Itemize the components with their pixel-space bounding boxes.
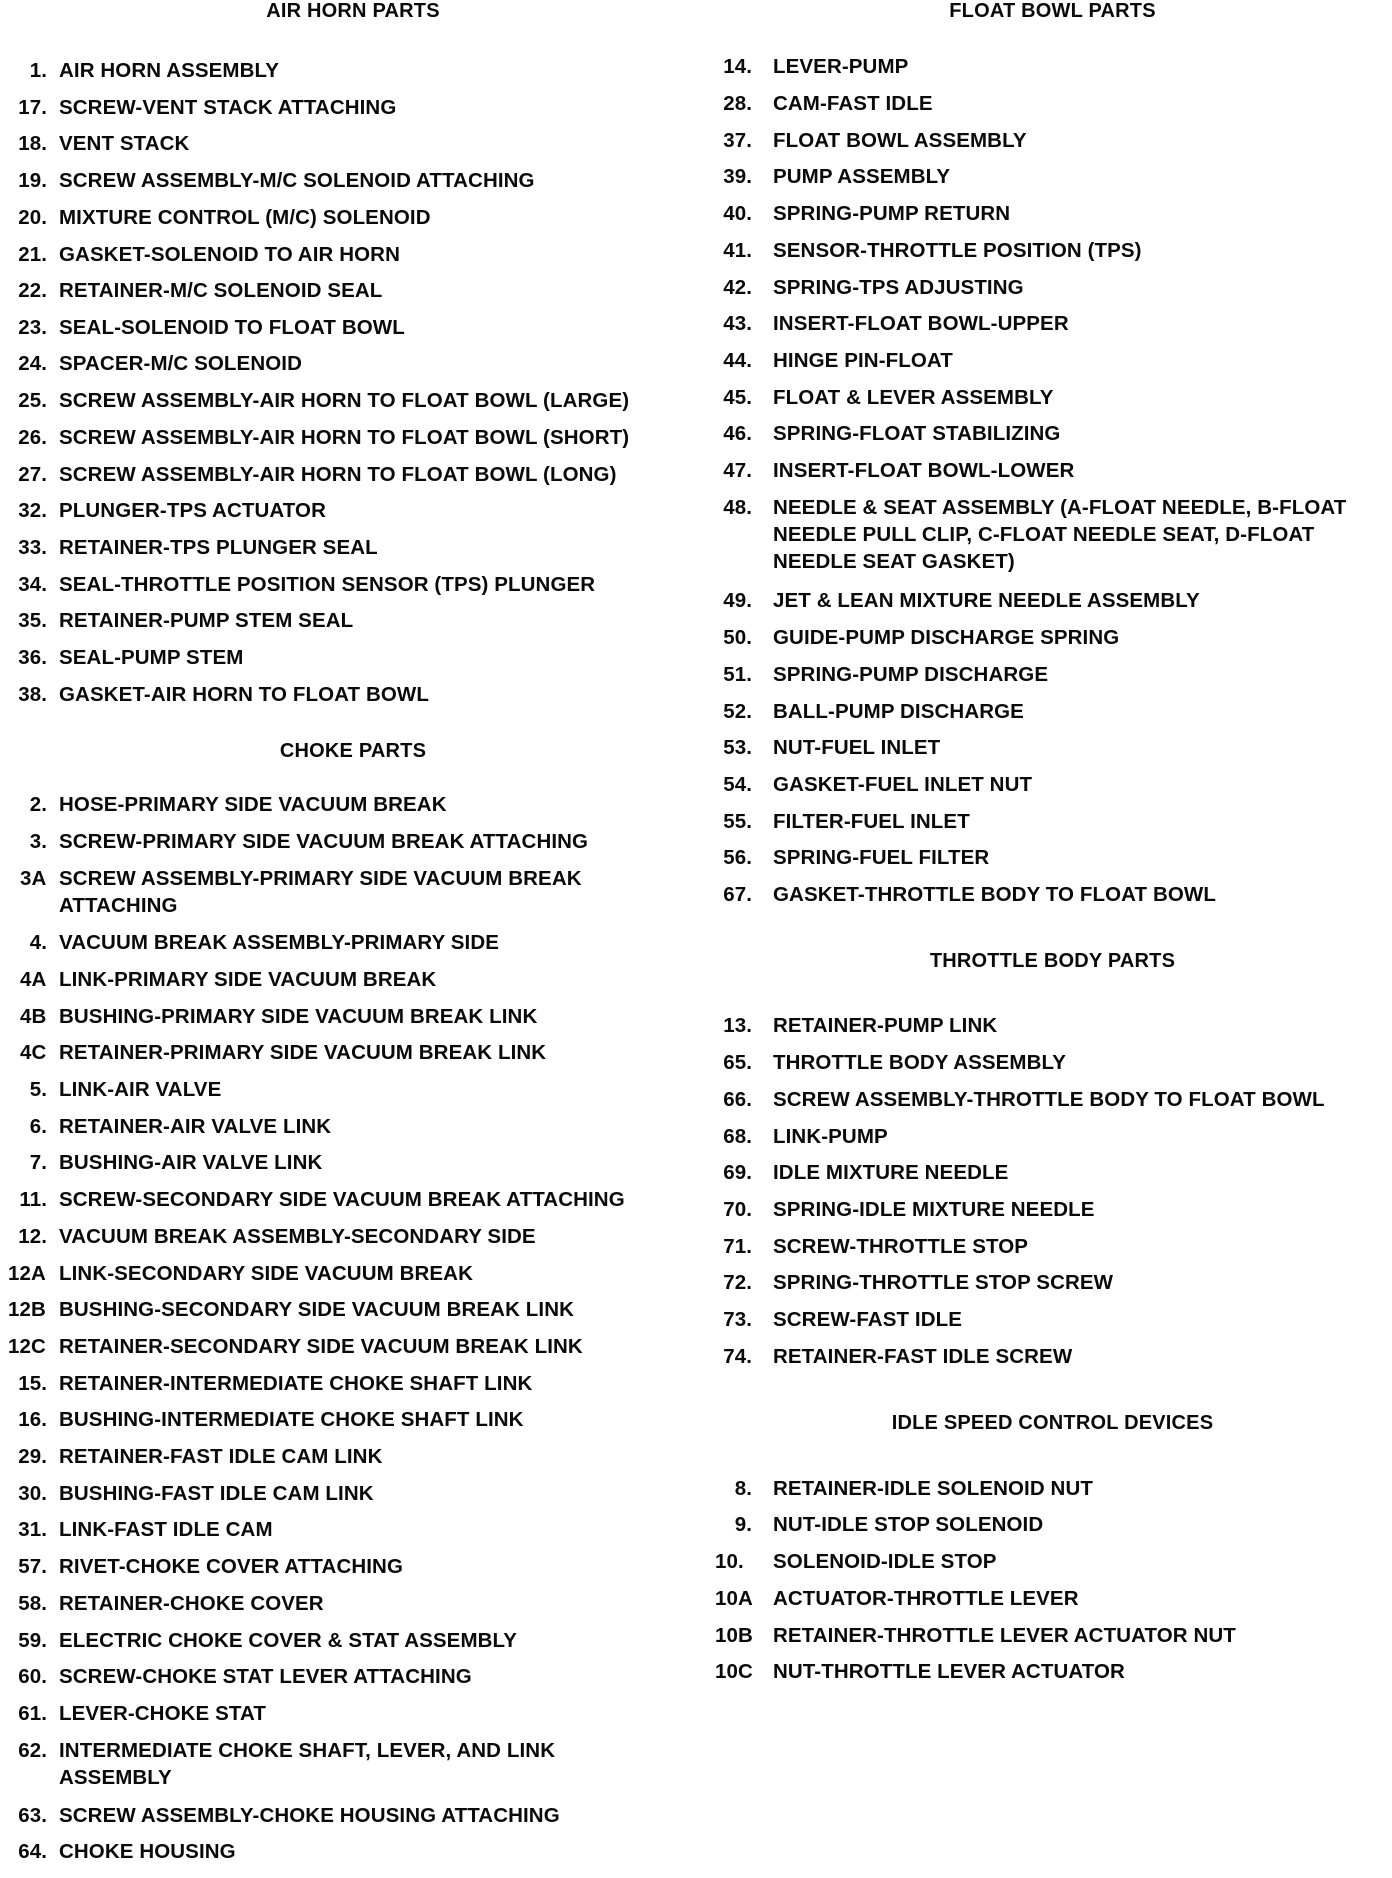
list-item (8, 167, 698, 194)
item-number: 8. (734, 1477, 752, 1500)
item-number: 12C (8, 1335, 46, 1358)
item-number: 48. (723, 496, 752, 519)
item-text: IDLE MIXTURE NEEDLE (773, 1161, 1009, 1184)
item-number: 26. (18, 426, 47, 449)
item-text-continued: NEEDLE SEAT GASKET) (773, 550, 1015, 573)
item-number: 12. (18, 1225, 47, 1248)
item-text: SCREW ASSEMBLY-AIR HORN TO FLOAT BOWL (LONG) (59, 463, 617, 486)
item-text: RIVET-CHOKE COVER ATTACHING (59, 1555, 403, 1578)
item-text: RETAINER-THROTTLE LEVER ACTUATOR NUT (773, 1624, 1236, 1647)
list-item (715, 1196, 1390, 1223)
item-number: 57. (18, 1555, 47, 1578)
item-number: 51. (723, 663, 752, 686)
list-item (8, 1443, 698, 1470)
item-text: INTERMEDIATE CHOKE SHAFT, LEVER, AND LINK (59, 1739, 556, 1762)
list-item (8, 607, 698, 634)
list-item (8, 1186, 698, 1213)
list-item (8, 314, 698, 341)
list-item (8, 865, 698, 919)
item-text: SCREW-PRIMARY SIDE VACUUM BREAK ATTACHING (59, 830, 589, 853)
list-item (8, 424, 698, 451)
list-item (8, 1802, 698, 1829)
item-number: 53. (723, 736, 752, 759)
list-item (8, 966, 698, 993)
item-number: 30. (18, 1482, 47, 1505)
item-text: HOSE-PRIMARY SIDE VACUUM BREAK (59, 793, 447, 816)
item-number: 12A (8, 1262, 46, 1285)
item-text: FLOAT BOWL ASSEMBLY (773, 129, 1027, 152)
item-text: PLUNGER-TPS ACTUATOR (59, 499, 326, 522)
item-text: SOLENOID-IDLE STOP (773, 1550, 997, 1573)
item-text: BUSHING-INTERMEDIATE CHOKE SHAFT LINK (59, 1408, 524, 1431)
item-number: 60. (18, 1665, 47, 1688)
list-item (8, 1076, 698, 1103)
item-text: JET & LEAN MIXTURE NEEDLE ASSEMBLY (773, 589, 1200, 612)
item-number: 18. (18, 132, 47, 155)
item-text: SPRING-THROTTLE STOP SCREW (773, 1271, 1114, 1294)
list-item (715, 1511, 1390, 1538)
list-item (8, 94, 698, 121)
list-item (8, 1003, 698, 1030)
list-item (8, 1260, 698, 1287)
item-number: 10. (715, 1550, 744, 1573)
list-item (8, 1113, 698, 1140)
item-number: 28. (723, 92, 752, 115)
list-item (715, 1086, 1390, 1113)
list-item (8, 1516, 698, 1543)
item-number: 50. (723, 626, 752, 649)
item-text: SCREW ASSEMBLY-PRIMARY SIDE VACUUM BREAK (59, 867, 582, 890)
item-text: INSERT-FLOAT BOWL-UPPER (773, 312, 1069, 335)
item-number: 4C (20, 1041, 47, 1064)
air-horn-parts-heading: AIR HORN PARTS (266, 0, 440, 22)
item-number: 1. (29, 59, 47, 82)
item-number: 45. (723, 386, 752, 409)
item-number: 17. (18, 96, 47, 119)
idle-speed-control-heading: IDLE SPEED CONTROL DEVICES (891, 1412, 1214, 1434)
item-text-continued: ASSEMBLY (59, 1766, 172, 1789)
item-text: SPRING-FLOAT STABILIZING (773, 422, 1061, 445)
list-item (8, 1627, 698, 1654)
list-item (8, 1590, 698, 1617)
item-number: 38. (18, 683, 47, 706)
item-text: SCREW-VENT STACK ATTACHING (59, 96, 397, 119)
list-item (8, 1296, 698, 1323)
item-text: HINGE PIN-FLOAT (773, 349, 953, 372)
item-number: 7. (29, 1151, 47, 1174)
list-item (8, 57, 698, 84)
item-number: 70. (723, 1198, 752, 1221)
choke-parts-heading: CHOKE PARTS (279, 740, 427, 762)
list-item (715, 661, 1390, 688)
item-number: 12B (8, 1298, 46, 1321)
item-text: LINK-AIR VALVE (59, 1078, 222, 1101)
list-item (8, 387, 698, 414)
list-item (8, 828, 698, 855)
item-number: 19. (18, 169, 47, 192)
item-text: LINK-SECONDARY SIDE VACUUM BREAK (59, 1262, 473, 1285)
item-text: SEAL-THROTTLE POSITION SENSOR (TPS) PLUNGER (59, 573, 596, 596)
item-text-continued: NEEDLE PULL CLIP, C-FLOAT NEEDLE SEAT, D-FLOAT (773, 523, 1315, 546)
item-text: RETAINER-AIR VALVE LINK (59, 1115, 332, 1138)
item-number: 74. (723, 1345, 752, 1368)
item-text: SCREW ASSEMBLY-AIR HORN TO FLOAT BOWL (SHORT) (59, 426, 630, 449)
item-text: GUIDE-PUMP DISCHARGE SPRING (773, 626, 1120, 649)
item-text: RETAINER-IDLE SOLENOID NUT (773, 1477, 1093, 1500)
item-text: BUSHING-SECONDARY SIDE VACUUM BREAK LINK (59, 1298, 575, 1321)
item-number: 49. (723, 589, 752, 612)
list-item (715, 698, 1390, 725)
list-item (715, 1585, 1390, 1612)
item-number: 3A (20, 867, 47, 890)
item-text: RETAINER-PUMP STEM SEAL (59, 609, 354, 632)
list-item (715, 237, 1390, 264)
list-item (715, 624, 1390, 651)
item-number: 24. (18, 352, 47, 375)
item-number: 33. (18, 536, 47, 559)
item-number: 59. (18, 1629, 47, 1652)
item-text: SPRING-PUMP RETURN (773, 202, 1011, 225)
list-item (8, 929, 698, 956)
item-number: 68. (723, 1125, 752, 1148)
item-text: GASKET-AIR HORN TO FLOAT BOWL (59, 683, 429, 706)
item-text: NUT-IDLE STOP SOLENOID (773, 1513, 1044, 1536)
item-number: 46. (723, 422, 752, 445)
item-text: LEVER-PUMP (773, 55, 909, 78)
list-item (8, 1333, 698, 1360)
item-number: 4B (20, 1005, 47, 1028)
item-text: SPRING-TPS ADJUSTING (773, 276, 1024, 299)
list-item (715, 1123, 1390, 1150)
item-number: 34. (18, 573, 47, 596)
item-text: SPRING-PUMP DISCHARGE (773, 663, 1049, 686)
item-number: 4A (20, 968, 47, 991)
list-item (715, 384, 1390, 411)
item-text: SCREW-SECONDARY SIDE VACUUM BREAK ATTACHING (59, 1188, 625, 1211)
item-number: 10A (715, 1587, 753, 1610)
list-item (715, 771, 1390, 798)
item-number: 35. (18, 609, 47, 632)
item-number: 9. (734, 1513, 752, 1536)
item-text: RETAINER-TPS PLUNGER SEAL (59, 536, 378, 559)
list-item (715, 1306, 1390, 1333)
list-item (8, 497, 698, 524)
item-number: 36. (18, 646, 47, 669)
item-number: 13. (723, 1014, 752, 1037)
item-number: 47. (723, 459, 752, 482)
item-text: BUSHING-FAST IDLE CAM LINK (59, 1482, 374, 1505)
item-number: 11. (19, 1188, 47, 1211)
item-text: VENT STACK (59, 132, 190, 155)
list-item (715, 200, 1390, 227)
item-number: 52. (723, 700, 752, 723)
list-item (715, 1159, 1390, 1186)
item-text: SCREW-FAST IDLE (773, 1308, 963, 1331)
item-text: RETAINER-INTERMEDIATE CHOKE SHAFT LINK (59, 1372, 533, 1395)
list-item (8, 1553, 698, 1580)
item-text: RETAINER-PRIMARY SIDE VACUUM BREAK LINK (59, 1041, 547, 1064)
item-number: 10B (715, 1624, 753, 1647)
item-text: LINK-PRIMARY SIDE VACUUM BREAK (59, 968, 437, 991)
item-text: INSERT-FLOAT BOWL-LOWER (773, 459, 1075, 482)
list-item (715, 420, 1390, 447)
list-item (715, 844, 1390, 871)
item-number: 10C (715, 1660, 753, 1683)
item-number: 6. (29, 1115, 47, 1138)
list-item (715, 1475, 1390, 1502)
item-number: 55. (723, 810, 752, 833)
list-item (715, 734, 1390, 761)
list-item (715, 274, 1390, 301)
item-text: SCREW ASSEMBLY-M/C SOLENOID ATTACHING (59, 169, 535, 192)
item-number: 31. (18, 1518, 47, 1541)
item-number: 40. (723, 202, 752, 225)
item-text: RETAINER-SECONDARY SIDE VACUUM BREAK LINK (59, 1335, 583, 1358)
item-text: RETAINER-M/C SOLENOID SEAL (59, 279, 383, 302)
float-bowl-parts-heading: FLOAT BOWL PARTS (949, 0, 1156, 22)
item-text: PUMP ASSEMBLY (773, 165, 951, 188)
item-number: 66. (723, 1088, 752, 1111)
throttle-body-parts-heading: THROTTLE BODY PARTS (929, 950, 1176, 972)
list-item (715, 127, 1390, 154)
item-text: SENSOR-THROTTLE POSITION (TPS) (773, 239, 1142, 262)
item-number: 63. (18, 1804, 47, 1827)
list-item (8, 130, 698, 157)
list-item (715, 90, 1390, 117)
item-text: SPRING-FUEL FILTER (773, 846, 990, 869)
list-item (8, 241, 698, 268)
item-text: CHOKE HOUSING (59, 1840, 236, 1863)
list-item (8, 681, 698, 708)
item-text: RETAINER-FAST IDLE SCREW (773, 1345, 1073, 1368)
item-text: SCREW-CHOKE STAT LEVER ATTACHING (59, 1665, 472, 1688)
item-number: 62. (18, 1739, 47, 1762)
item-text: AIR HORN ASSEMBLY (59, 59, 280, 82)
item-number: 44. (723, 349, 752, 372)
item-text: RETAINER-PUMP LINK (773, 1014, 998, 1037)
item-text: BUSHING-AIR VALVE LINK (59, 1151, 323, 1174)
item-text: RETAINER-CHOKE COVER (59, 1592, 324, 1615)
item-number: 61. (18, 1702, 47, 1725)
item-text: SCREW-THROTTLE STOP (773, 1235, 1029, 1258)
item-number: 58. (18, 1592, 47, 1615)
item-number: 56. (723, 846, 752, 869)
item-text-continued: ATTACHING (59, 894, 178, 917)
list-item (715, 1049, 1390, 1076)
item-text: VACUUM BREAK ASSEMBLY-SECONDARY SIDE (59, 1225, 536, 1248)
list-item (8, 1663, 698, 1690)
item-number: 71. (723, 1235, 752, 1258)
list-item (715, 310, 1390, 337)
item-number: 23. (18, 316, 47, 339)
item-number: 4. (29, 931, 47, 954)
item-number: 14. (723, 55, 752, 78)
item-text: LINK-FAST IDLE CAM (59, 1518, 273, 1541)
item-number: 25. (18, 389, 47, 412)
item-number: 54. (723, 773, 752, 796)
list-item (715, 494, 1390, 575)
item-text: NUT-FUEL INLET (773, 736, 941, 759)
item-number: 72. (723, 1271, 752, 1294)
item-text: NUT-THROTTLE LEVER ACTUATOR (773, 1660, 1125, 1683)
list-item (715, 1622, 1390, 1649)
item-text: SEAL-SOLENOID TO FLOAT BOWL (59, 316, 405, 339)
list-item (715, 347, 1390, 374)
item-text: FLOAT & LEVER ASSEMBLY (773, 386, 1054, 409)
item-number: 2. (29, 793, 47, 816)
list-item (8, 277, 698, 304)
list-item (8, 461, 698, 488)
list-item (8, 204, 698, 231)
item-number: 29. (18, 1445, 47, 1468)
list-item (8, 1223, 698, 1250)
list-item (8, 1149, 698, 1176)
item-text: ACTUATOR-THROTTLE LEVER (773, 1587, 1079, 1610)
list-item (8, 1838, 698, 1865)
item-number: 41. (723, 239, 752, 262)
item-text: ELECTRIC CHOKE COVER & STAT ASSEMBLY (59, 1629, 518, 1652)
list-item (8, 534, 698, 561)
list-item (8, 791, 698, 818)
item-text: MIXTURE CONTROL (M/C) SOLENOID (59, 206, 431, 229)
item-number: 5. (29, 1078, 47, 1101)
item-text: GASKET-FUEL INLET NUT (773, 773, 1033, 796)
list-item (8, 1700, 698, 1727)
item-number: 69. (723, 1161, 752, 1184)
item-number: 64. (18, 1840, 47, 1863)
item-text: SCREW ASSEMBLY-CHOKE HOUSING ATTACHING (59, 1804, 560, 1827)
item-text: GASKET-SOLENOID TO AIR HORN (59, 243, 400, 266)
item-number: 73. (723, 1308, 752, 1331)
list-item (715, 1658, 1390, 1685)
item-number: 20. (18, 206, 47, 229)
item-number: 37. (723, 129, 752, 152)
item-text: BUSHING-PRIMARY SIDE VACUUM BREAK LINK (59, 1005, 538, 1028)
item-text: RETAINER-FAST IDLE CAM LINK (59, 1445, 383, 1468)
list-item (8, 1406, 698, 1433)
list-item (715, 1233, 1390, 1260)
item-text: SEAL-PUMP STEM (59, 646, 244, 669)
list-item (715, 1012, 1390, 1039)
item-text: THROTTLE BODY ASSEMBLY (773, 1051, 1067, 1074)
item-text: CAM-FAST IDLE (773, 92, 933, 115)
list-item (8, 350, 698, 377)
item-text: GASKET-THROTTLE BODY TO FLOAT BOWL (773, 883, 1216, 906)
list-item (8, 571, 698, 598)
list-item (715, 163, 1390, 190)
list-item (715, 808, 1390, 835)
item-number: 15. (18, 1372, 47, 1395)
list-item (715, 1548, 1390, 1575)
list-item (8, 644, 698, 671)
item-number: 39. (723, 165, 752, 188)
list-item (715, 1269, 1390, 1296)
list-item (715, 457, 1390, 484)
list-item (715, 587, 1390, 614)
item-number: 43. (723, 312, 752, 335)
item-number: 27. (18, 463, 47, 486)
item-number: 42. (723, 276, 752, 299)
item-number: 65. (723, 1051, 752, 1074)
item-text: BALL-PUMP DISCHARGE (773, 700, 1024, 723)
item-text: LINK-PUMP (773, 1125, 888, 1148)
list-item (8, 1737, 698, 1791)
item-text: LEVER-CHOKE STAT (59, 1702, 266, 1725)
item-text: SCREW ASSEMBLY-AIR HORN TO FLOAT BOWL (LARGE) (59, 389, 630, 412)
list-item (8, 1039, 698, 1066)
item-number: 32. (18, 499, 47, 522)
list-item (8, 1480, 698, 1507)
item-text: SPACER-M/C SOLENOID (59, 352, 302, 375)
item-number: 3. (29, 830, 47, 853)
list-item (715, 881, 1390, 908)
item-text: NEEDLE & SEAT ASSEMBLY (A-FLOAT NEEDLE, B-FLOAT (773, 496, 1347, 519)
item-text: SCREW ASSEMBLY-THROTTLE BODY TO FLOAT BOWL (773, 1088, 1325, 1111)
list-item (715, 53, 1390, 80)
item-number: 21. (18, 243, 47, 266)
item-text: FILTER-FUEL INLET (773, 810, 970, 833)
list-item (715, 1343, 1390, 1370)
item-number: 16. (18, 1408, 47, 1431)
item-text: SPRING-IDLE MIXTURE NEEDLE (773, 1198, 1095, 1221)
item-number: 67. (723, 883, 752, 906)
item-text: VACUUM BREAK ASSEMBLY-PRIMARY SIDE (59, 931, 500, 954)
item-number: 22. (18, 279, 47, 302)
list-item (8, 1370, 698, 1397)
